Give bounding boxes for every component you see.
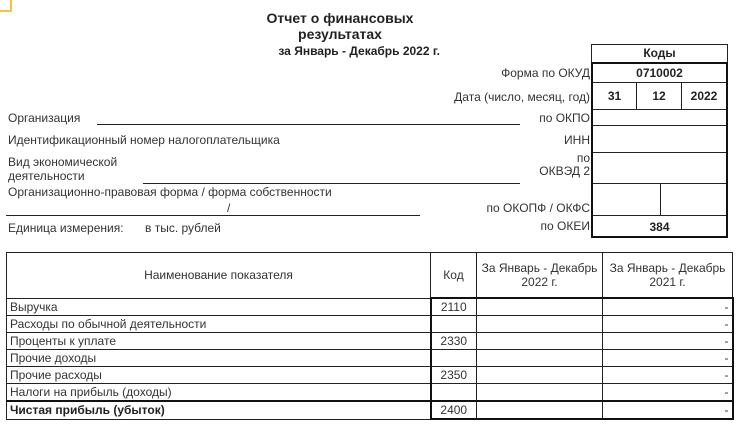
- okved-label: [430, 152, 590, 178]
- legal-form-label: Организационно-правовая форма / форма собственности: [8, 185, 332, 199]
- header-current-period: За Январь - Декабрь 2022 г.: [477, 253, 603, 299]
- table-header-row: [7, 253, 733, 299]
- row-name: Прочие доходы: [7, 350, 431, 367]
- legal-form-input-line[interactable]: [6, 215, 420, 216]
- okved-label-line-1: по: [576, 151, 590, 165]
- row-name: Проценты к уплате: [7, 333, 431, 350]
- unit-value: в тыс. рублей: [145, 221, 221, 235]
- okved-label-line-2: ОКВЭД 2: [539, 164, 590, 178]
- taxpayer-id-label: Идентификационный номер налогоплательщика: [8, 133, 280, 147]
- title-line-1: Отчет о финансовых: [266, 10, 414, 26]
- organization-input-line[interactable]: [97, 124, 520, 125]
- table-row: [7, 316, 733, 333]
- activity-label-line-2: деятельности: [8, 169, 85, 183]
- row-code: 2330: [431, 333, 477, 350]
- table-row-total: [7, 401, 733, 419]
- title-line-2: результатах: [298, 26, 382, 42]
- table-row: [7, 384, 733, 402]
- unit-label: Единица измерения:: [8, 221, 124, 235]
- header-code: Код: [431, 253, 477, 299]
- row-previous-value[interactable]: -: [603, 350, 733, 367]
- row-current-value[interactable]: [477, 316, 603, 333]
- header-previous-period: За Январь - Декабрь 2021 г.: [603, 253, 733, 299]
- row-code: [431, 316, 477, 333]
- okei-field[interactable]: 384: [649, 220, 670, 234]
- row-current-value[interactable]: [477, 298, 603, 316]
- organization-label: Организация: [8, 111, 81, 125]
- table-row: [7, 298, 733, 316]
- okopf-field[interactable]: [593, 184, 661, 216]
- date-day-field[interactable]: 31: [593, 83, 637, 110]
- row-name: Расходы по обычной деятельности: [7, 316, 431, 333]
- row-previous-value[interactable]: -: [603, 316, 733, 333]
- okfs-field[interactable]: [661, 184, 726, 216]
- row-previous-value[interactable]: -: [603, 401, 733, 419]
- okpo-label: по ОКПО: [539, 111, 590, 125]
- okud-field[interactable]: 0710002: [593, 64, 726, 83]
- row-current-value[interactable]: [477, 367, 603, 384]
- table-row: [7, 350, 733, 367]
- activity-input-line[interactable]: [143, 183, 520, 184]
- row-code: [431, 384, 477, 402]
- okpo-field[interactable]: [593, 110, 726, 126]
- row-current-value[interactable]: [477, 401, 603, 419]
- codes-heading: Коды: [591, 44, 728, 63]
- row-name: Налоги на прибыль (доходы): [7, 384, 431, 402]
- okud-label: Форма по ОКУД: [501, 66, 590, 80]
- row-current-value[interactable]: [477, 384, 603, 402]
- okved-field[interactable]: [593, 153, 726, 184]
- activity-label: [8, 155, 117, 183]
- date-month-field[interactable]: 12: [637, 83, 682, 110]
- report-period: за Январь - Декабрь 2022 г.: [278, 44, 440, 58]
- row-previous-value[interactable]: -: [603, 333, 733, 350]
- row-current-value[interactable]: [477, 350, 603, 367]
- legal-form-separator: /: [227, 201, 231, 215]
- okei-label: по ОКЕИ: [540, 219, 590, 233]
- row-code: 2350: [431, 367, 477, 384]
- inn-code-label: ИНН: [564, 133, 590, 147]
- date-label: Дата (число, месяц, год): [454, 90, 590, 104]
- row-previous-value[interactable]: -: [603, 367, 733, 384]
- header-indicator-name: Наименование показателя: [7, 253, 431, 299]
- selection-corner-marker: [0, 0, 12, 12]
- date-year-field[interactable]: 2022: [682, 83, 726, 110]
- row-previous-value[interactable]: -: [603, 298, 733, 316]
- table-row: [7, 333, 733, 350]
- row-name: Выручка: [7, 298, 431, 316]
- row-code: [431, 350, 477, 367]
- activity-label-line-1: Вид экономической: [8, 155, 118, 169]
- row-previous-value[interactable]: -: [603, 384, 733, 402]
- row-code: 2110: [431, 298, 477, 316]
- inn-code-field[interactable]: [593, 126, 726, 153]
- row-name: Чистая прибыль (убыток): [7, 401, 431, 419]
- report-title: [240, 10, 440, 42]
- financial-results-table: [6, 252, 734, 420]
- table-row: [7, 367, 733, 384]
- row-current-value[interactable]: [477, 333, 603, 350]
- row-name: Прочие расходы: [7, 367, 431, 384]
- okopf-label: по ОКОПФ / ОКФС: [486, 201, 590, 215]
- row-code: 2400: [431, 401, 477, 419]
